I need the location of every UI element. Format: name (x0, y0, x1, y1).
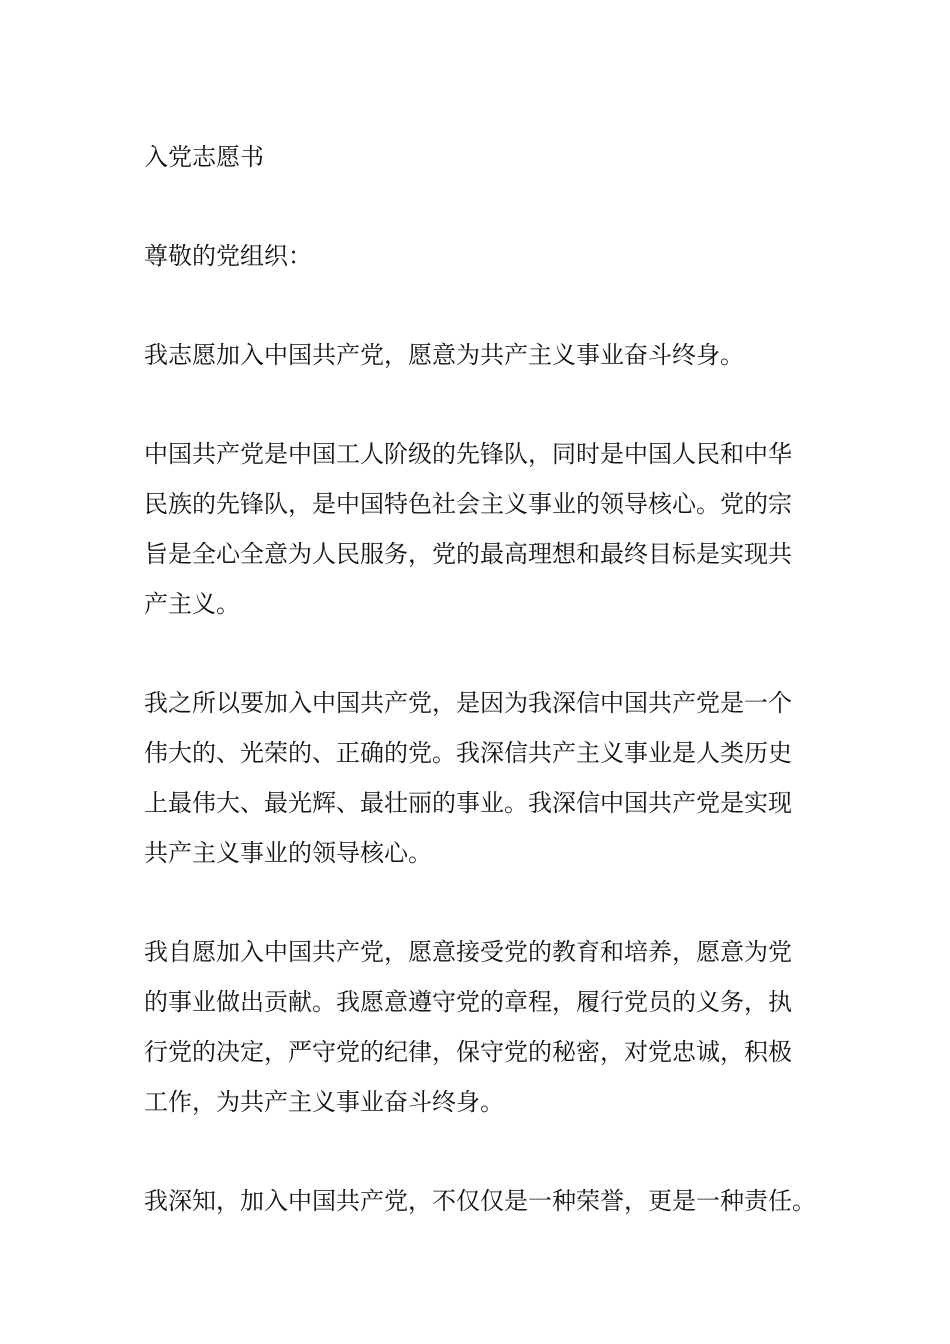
paragraph-line: 共产主义事业的领导核心。 (144, 839, 432, 867)
paragraph-line: 我之所以要加入中国共产党，是因为我深信中国共产党是一个 (144, 689, 792, 717)
paragraph-line: 上最伟大、最光辉、最壮丽的事业。我深信中国共产党是实现 (144, 789, 792, 817)
paragraph-2 (144, 429, 844, 629)
paragraph-line: 我自愿加入中国共产党，愿意接受党的教育和培养，愿意为党 (144, 938, 792, 966)
paragraph-line: 我志愿加入中国共产党，愿意为共产主义事业奋斗终身。 (144, 341, 744, 369)
paragraph-line: 我深知，加入中国共产党，不仅仅是一种荣誉，更是一种责任。 (144, 1187, 816, 1215)
paragraph-line: 伟大的、光荣的、正确的党。我深信共产主义事业是人类历史 (144, 739, 792, 767)
paragraph-line: 旨是全心全意为人民服务，党的最高理想和最终目标是实现共 (144, 540, 792, 568)
paragraph-3 (144, 678, 844, 878)
title-block (144, 132, 844, 182)
paragraph-1 (144, 330, 844, 380)
paragraph-line: 中国共产党是中国工人阶级的先锋队，同时是中国人民和中华 (144, 440, 792, 468)
paragraph-line: 行党的决定，严守党的纪律，保守党的秘密，对党忠诚，积极 (144, 1038, 792, 1066)
paragraph-line: 民族的先锋队，是中国特色社会主义事业的领导核心。党的宗 (144, 490, 792, 518)
document-body (144, 132, 844, 1226)
paragraph-4 (144, 927, 844, 1127)
salutation-text: 尊敬的党组织： (144, 242, 312, 270)
paragraph-5 (144, 1176, 844, 1226)
paragraph-line: 工作，为共产主义事业奋斗终身。 (144, 1088, 504, 1116)
document-title: 入党志愿书 (144, 143, 264, 171)
paragraph-line: 产主义。 (144, 590, 240, 618)
paragraph-line: 的事业做出贡献。我愿意遵守党的章程，履行党员的义务，执 (144, 988, 792, 1016)
salutation-block (144, 231, 844, 281)
